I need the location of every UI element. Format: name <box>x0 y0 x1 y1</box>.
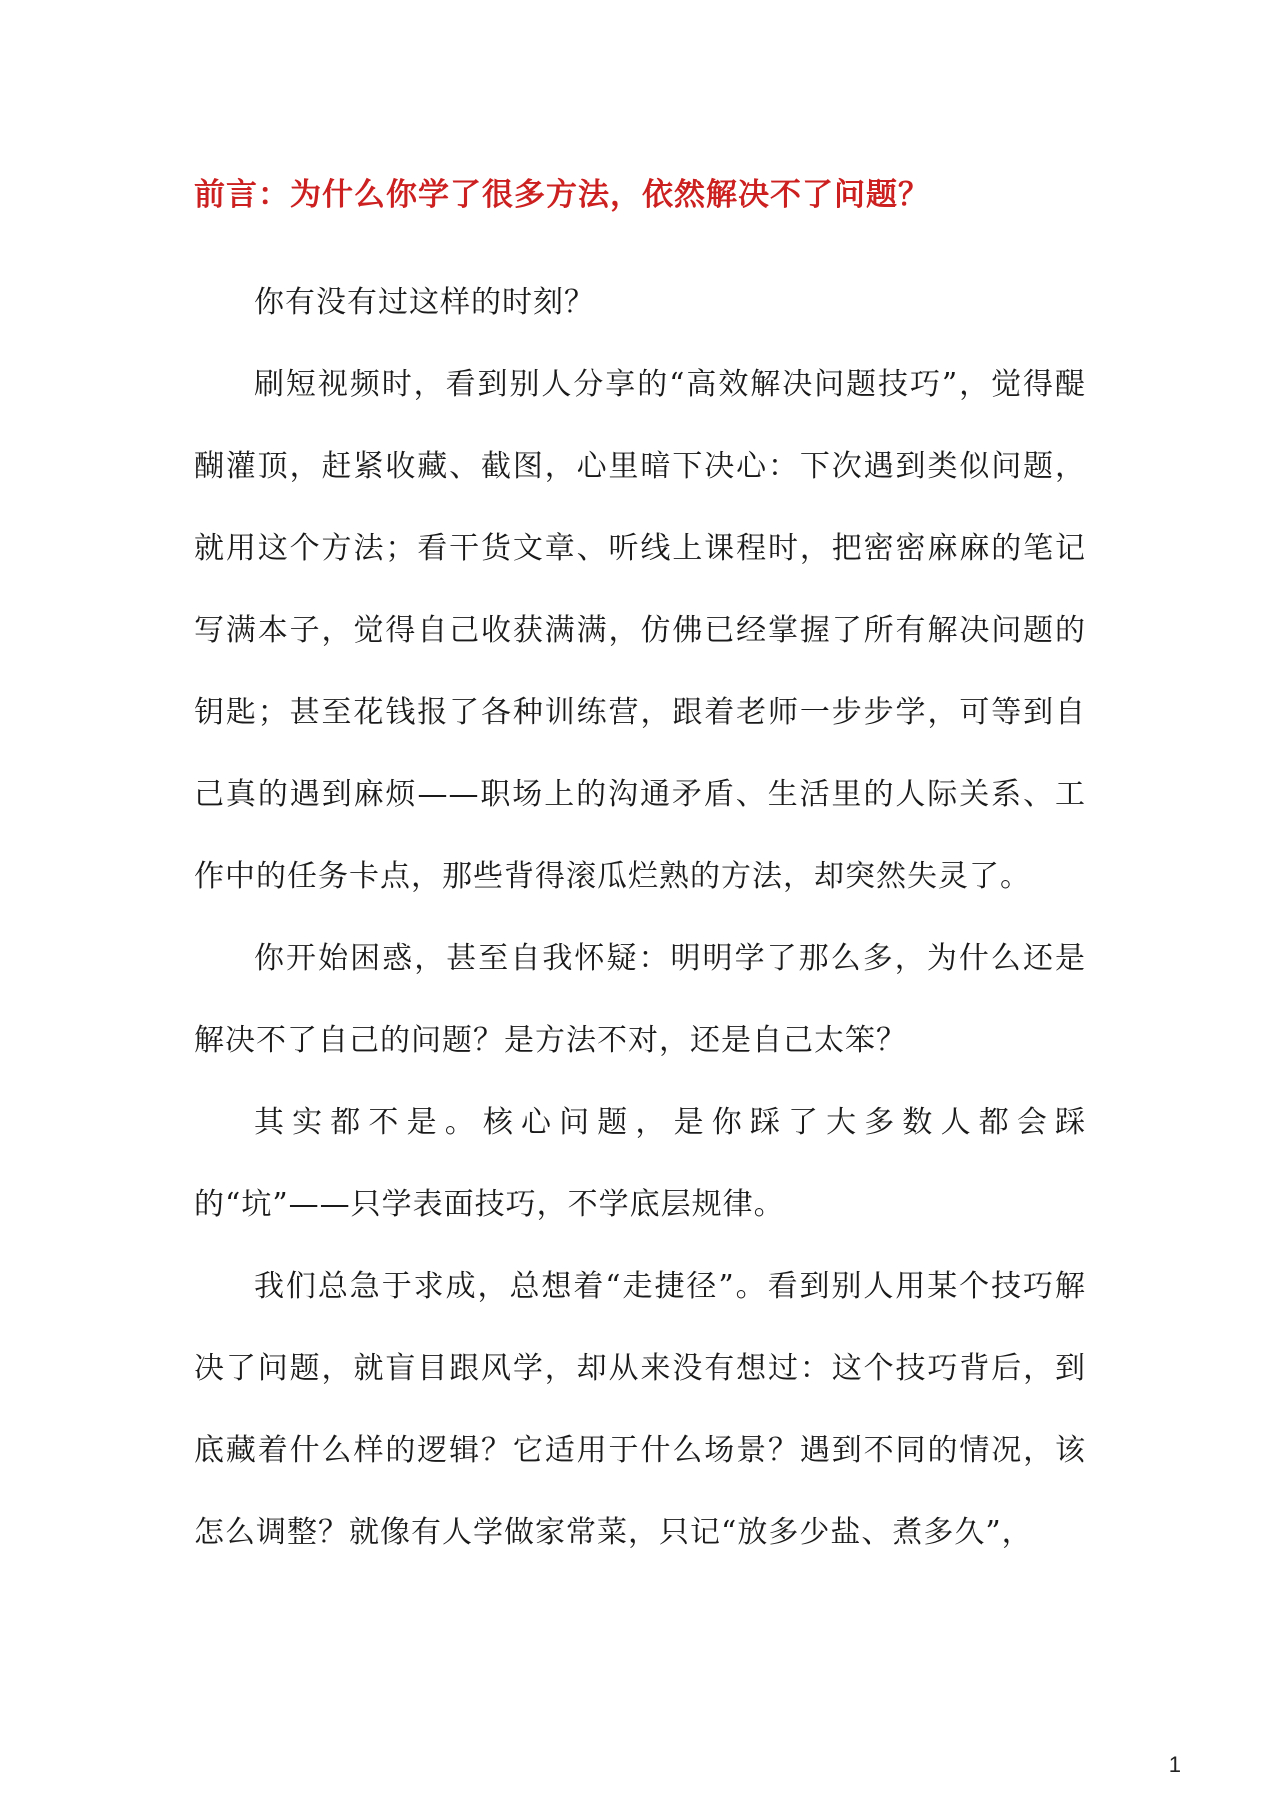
body-text <box>194 262 1086 1574</box>
page-number: 1 <box>1168 1752 1181 1777</box>
paragraph: 你有没有过这样的时刻？ <box>254 285 595 320</box>
paragraph: 刷短视频时，看到别人分享的“高效解决问题技巧”，觉得醍醐灌顶，赶紧收藏、截图，心里暗下决心：下次遇到类似问题，就用这个方法；看干货文章、听线上课程时，把密密麻麻的笔记写满本子，觉得自己收获满满，仿佛已经掌握了所有解决问题的钥匙；甚至花钱报了各种训练营，跟着老师一步步学，可等到自己真的遇到麻烦——职场上的沟通矛盾、生活里的人际关系、工作中的任务卡点，那些背得滚瓜烂熟的方法，却突然失灵了。 <box>194 367 1086 894</box>
paragraph: 你开始困惑，甚至自我怀疑：明明学了那么多，为什么还是解决不了自己的问题？是方法不对，还是自己太笨？ <box>194 941 1086 1058</box>
section-title: 前言：为什么你学了很多方法，依然解决不了问题？ <box>194 177 930 213</box>
paragraph: 其实都不是。核心问题，是你踩了大多数人都会踩的“坑”——只学表面技巧，不学底层规律。 <box>194 1105 1086 1222</box>
paragraph: 我们总急于求成，总想着“走捷径”。看到别人用某个技巧解决了问题，就盲目跟风学，却从来没有想过：这个技巧背后，到底藏着什么样的逻辑？它适用于什么场景？遇到不同的情况，该怎么调整？就像有人学做家常菜，只记“放多少盐、煮多久”， <box>194 1269 1086 1550</box>
